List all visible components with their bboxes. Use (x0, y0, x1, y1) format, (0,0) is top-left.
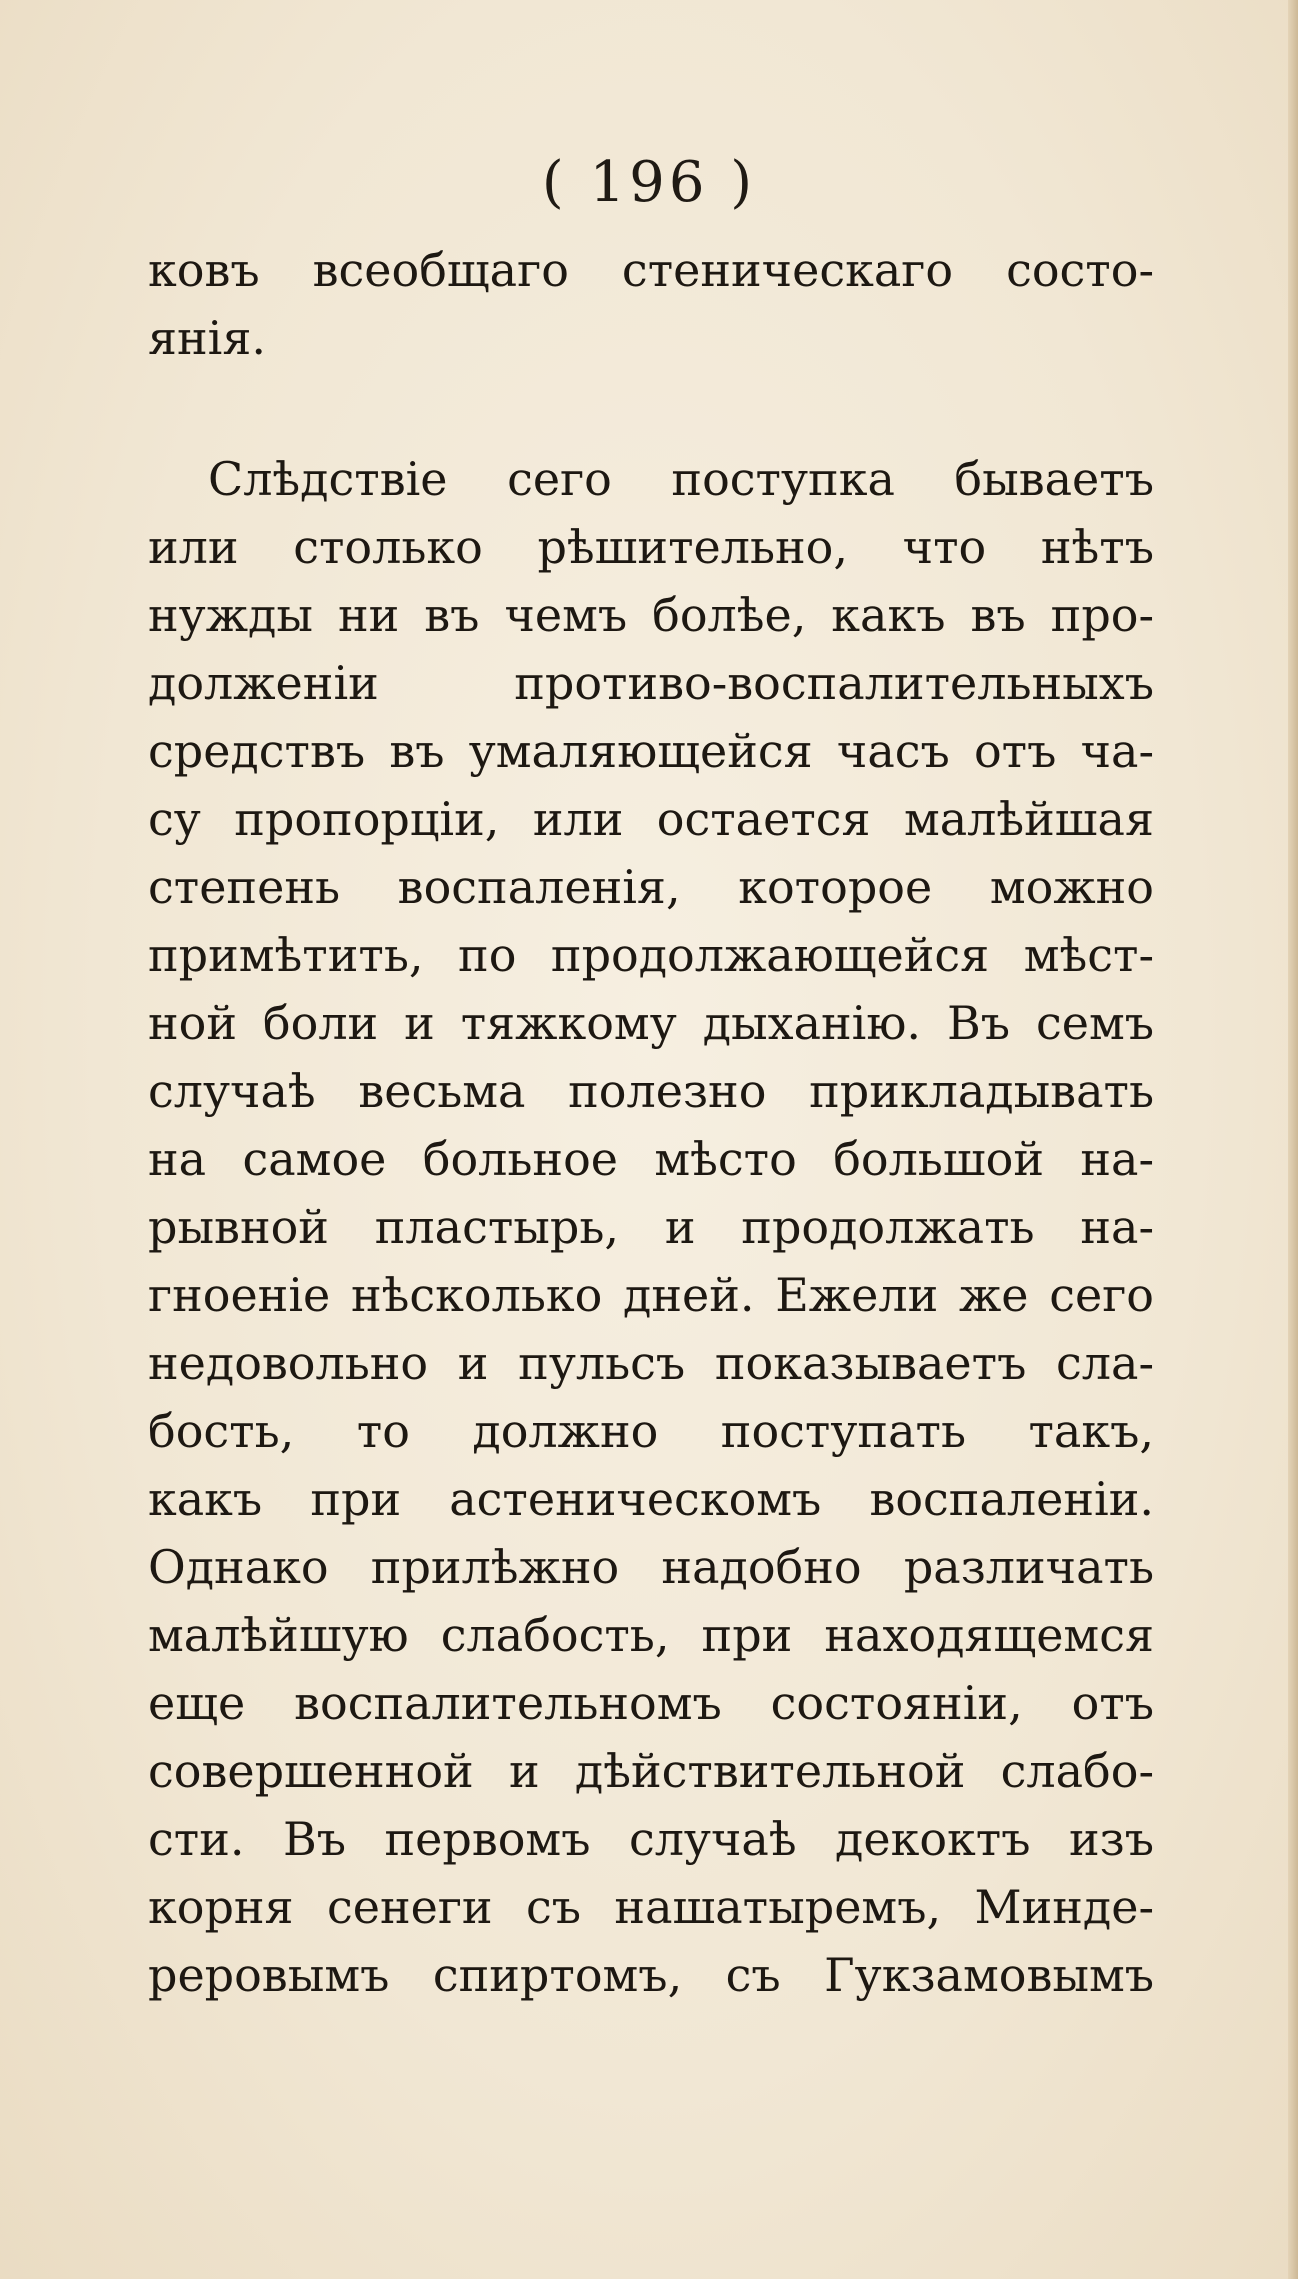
text-line: средствъ въ умаляющейся часъ отъ ча- (148, 724, 1154, 778)
text-line: гноеніе нѣсколько дней. Ежели же сего (148, 1268, 1154, 1322)
paragraph-gap (148, 372, 1154, 445)
text-line: степень воспаленія, которое можно (148, 860, 1154, 914)
body-text (148, 236, 1154, 2009)
text-line: совершенной и дѣйствительной слабо- (148, 1744, 1154, 1798)
page-number: ( 196 ) (541, 150, 757, 215)
text-line: су пропорціи, или остается малѣйшая (148, 792, 1154, 846)
text-line: еще воспалительномъ состояніи, отъ (148, 1676, 1154, 1730)
text-line: янія. (148, 311, 267, 365)
text-line: корня сенеги съ нашатыремъ, Минде- (148, 1880, 1154, 1934)
text-line: недовольно и пульсъ показываетъ сла- (148, 1336, 1154, 1390)
text-line: нужды ни въ чемъ болѣе, какъ въ про- (148, 588, 1154, 642)
page-edge (1288, 0, 1298, 2279)
text-line: реровымъ спиртомъ, съ Гукзамовымъ (148, 1948, 1154, 2002)
text-line: Однако прилѣжно надобно различать (148, 1540, 1154, 1594)
text-line: или столько рѣшительно, что нѣтъ (148, 520, 1154, 574)
text-line: долженіи противо-воспалительныхъ (148, 656, 1154, 710)
text-line: малѣйшую слабость, при находящемся (148, 1608, 1154, 1662)
text-line: примѣтить, по продолжающейся мѣст- (148, 928, 1154, 982)
text-line: сти. Въ первомъ случаѣ декоктъ изъ (148, 1812, 1154, 1866)
text-line: на самое больное мѣсто большой на- (148, 1132, 1154, 1186)
text-line: случаѣ весьма полезно прикладывать (148, 1064, 1154, 1118)
text-line: ковъ всеобщаго стеническаго состо- (148, 243, 1154, 297)
text-line: Слѣдствіе сего поступка бываетъ (208, 452, 1154, 506)
text-line: рывной пластырь, и продолжать на- (148, 1200, 1154, 1254)
text-line: бость, то должно поступать такъ, (148, 1404, 1154, 1458)
text-line: какъ при астеническомъ воспаленіи. (148, 1472, 1154, 1526)
text-line: ной боли и тяжкому дыханію. Въ семъ (148, 996, 1154, 1050)
